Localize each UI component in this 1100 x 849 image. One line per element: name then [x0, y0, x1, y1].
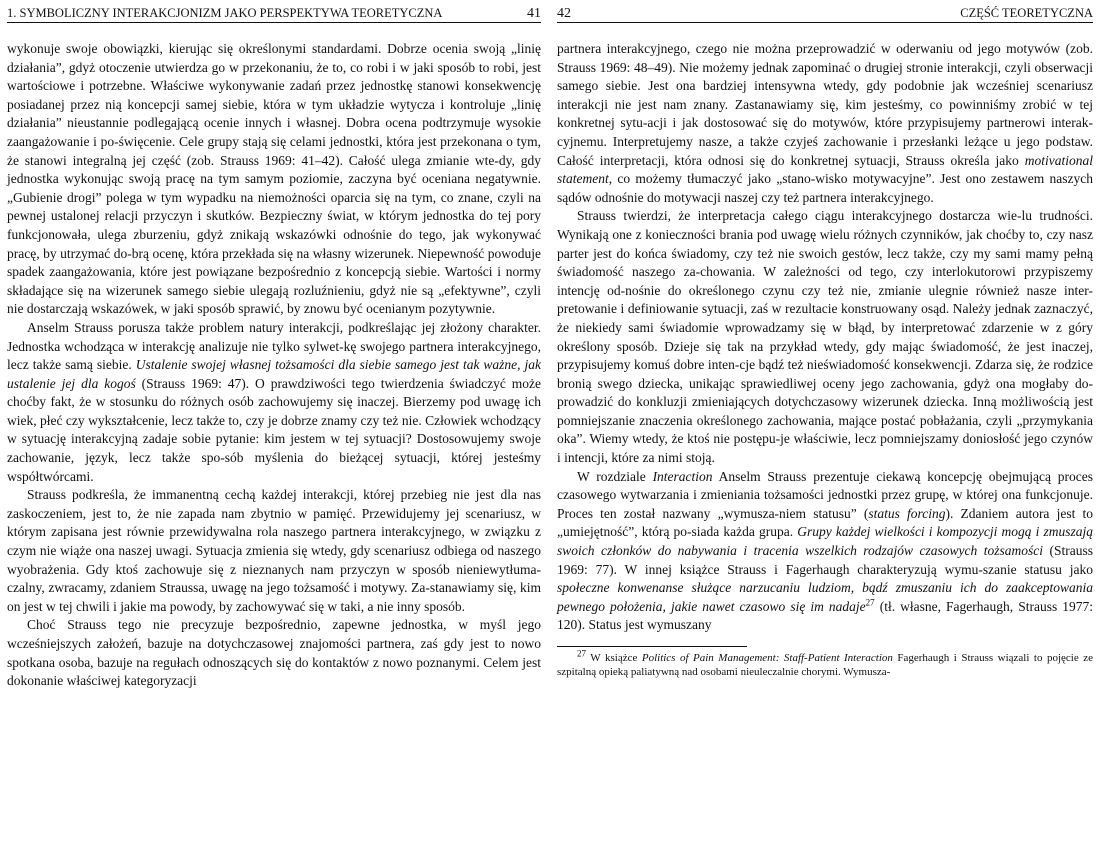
paragraph: Choć Strauss tego nie precyzuje bezpośrednio, zapewne jednostka, w myśl jego wcześniejszych założeń, bazuje na dotychczasowej znajomości partnera, zaś gdy jest to nowo spotkana osoba, bazuje na regułach odnoszących się do kontaktów z nowo poznanymi. Celem jest dokonanie właściwej kategoryzacji — [7, 617, 541, 689]
right-page-body — [557, 40, 1093, 635]
page-number-left: 41 — [527, 6, 541, 21]
paragraph: Strauss podkreśla, że immanentną cechą każdej interakcji, której przebieg nie jest dla nas zaskoczeniem, jest to, że nie zapada nam zbytnio w pamięć. Przewidujemy jej scenariusz, w którym zapisana jest równie przewidywalna rola naszego partnera interakcyjnego, w związku z czym nie wiąże ona naszej uwagi. Sytuacja zmienia się wtedy, gdy scenariusz odbiega od naszego wyobrażenia. Gdy ktoś zachowuje się z nieznanych nam przyczyn w sposób nieniewytłuma-czalny, zwracamy, zdaniem Straussa, uwagę na jego tożsamość i motywy. Za-stanawiamy się, kim on jest w tej chwili i jakie ma powody, by zachowywać się w taki, a nie inny sposób. — [7, 487, 541, 614]
footnote-rule — [557, 646, 747, 647]
italic-term: Interaction — [652, 468, 713, 484]
paragraph: Anselm Strauss porusza także problem natury interakcji, podkreślając jej złożony charakter. Jednostka wchodząca w interakcję analizuje nie tylko sylwet-kę swojego partnera interakcyjnego, lecz także samą siebie. Ustalenie swojej własnej tożsamości dla siebie samego jest tak ważne, jak ustalenie jej dla kogoś (Strauss 1969: 47). O prawdziwości tego twierdzenia świadczyć może choćby fakt, że w stosunku do różnych osób zachowujemy się inaczej. Bierzemy pod uwagę ich wiek, płeć czy wykształcenie, lecz także to, czy je dobrze znamy czy też nie. Człowiek wchodzący w sytuację interakcyjną zadaje sobie pytanie: kim jestem w tej sytuacji? Dostosowujemy swoje zachowanie, język, lecz także spo-sób myślenia do bieżącej sytuacji, której jesteśmy współtwórcami. — [7, 319, 542, 484]
footnote: $^{27}$ W książce Politics of Pain Management: Staff-Patient Interaction Fagerhaugh i Strauss wiązali to pojęcie ze szpitalną opieką paliatywną nad osobami nieuleczalnie chorymi. Wymusza- — [557, 648, 1093, 678]
right-page — [547, 0, 1100, 849]
part-title: CZĘŚĆ TEORETYCZNA — [960, 6, 1093, 20]
running-head-right — [557, 4, 1093, 22]
footnote-marker: 27 — [577, 648, 586, 659]
italic-term: motivational statement — [557, 152, 1093, 187]
italic-term: status forcing — [868, 505, 946, 521]
paragraph: W rozdziale Interaction Anselm Strauss prezentuje ciekawą koncepcję obejmującą proces czasowego wytwarzania i zmieniania tożsamości jednostki przez grupę, w której ona funkcjonuje. Proces ten został nazwany „wymusza-niem statusu” (status forcing). Zdaniem autora jest to „umiejętność”, którą po-siada każda grupa. Grupy każdej wielkości i kompozycji mogą i zmuszają swoich członków do nabywania i tracenia wszelkich rodzajów czasowych tożsamości (Strauss 1969: 77). W innej książce Strauss i Fagerhaugh charakteryzują wymu-szanie statusu jako społeczne konwenanse służące narzucaniu ludziom, bądź zmuszaniu ich do zaakceptowania pewnego położenia, jakie nawet czasowo się im nadaje$^{27}$ (tł. własne, Fagerhaugh, Strauss 1977: 120). Status jest wymuszany — [557, 468, 1093, 633]
italic-quote: Grupy każdej wielkości i kompozycji mogą i zmuszają swoich członków do nabywania i tracenia wszelkich rodzajów czasowych tożsamości — [557, 524, 1093, 559]
italic-quote: Ustalenie swojej własnej tożsamości dla siebie samego jest tak ważne, jak ustalenie jej dla kogoś — [7, 357, 542, 391]
page-number-right: 42 — [557, 6, 571, 21]
italic-quote: społeczne konwenanse służące narzucaniu ludziom, bądź zmuszaniu ich do zaakceptowania pewnego położenia, jakie nawet czasowo się im nadaje — [557, 580, 1093, 614]
footnote-reference: 27 — [865, 597, 875, 608]
header-rule-left — [7, 22, 541, 23]
paragraph: partnera interakcyjnego, czego nie można przeprowadzić w oderwaniu od jego motywów (zob. Strauss 1969: 48–49). Nie możemy jednak zapominać o drugiej stronie interakcji, czyli obserwacji samego siebie. Jest ona bardziej intensywna wtedy, gdy podobnie jak wcześniej scenariusz interakcji nie jest nam znany. Zastanawiamy się, kim jesteśmy, co powinniśmy zrobić w tej konkretnej sytu-acji i jak dostosować się do motywów, które przypisujemy partnerowi interak-cyjnemu. Interpretujemy nasze, a także czyjeś zachowanie i przesłanki leżące u jego podstaw. Całość interpretacji, która odnosi się do konkretnej sytuacji, Strauss określa jako motivational statement, co możemy tłumaczyć jako „stano-wisko motywacyjne”. Jest ono zestawem naszych sądów odnośnie do motywacji naszej czy też partnera interakcyjnego. — [557, 41, 1093, 205]
left-page — [0, 0, 547, 849]
running-head-left — [7, 4, 541, 22]
paragraph: wykonuje swoje obowiązki, kierując się określonymi standardami. Dobrze ocenia swoją „linię działania”, gdyż otoczenie utwierdza go w przekonaniu, że to, co robi i w jaki sposób to robi, jest wartościowe i potrzebne. Właściwe wykonywanie zadań przez jednostkę stanowi konsekwencję posiadanej przez nią koncepcji samej siebie, która w tym układzie wytycza i kontroluje „linię działania” nieustannie podlegającą ocenie innych i własnej. Dobra ocena podtrzymuje wysokie zaangażowanie i po-święcenie. Cele grupy stają się celami jednostki, która jest przekonana o tym, że stanowi integralną jej część (zob. Strauss 1969: 41–42). Całość ulega zmianie wte-dy, gdy jednostka wykonując swoją pracę na tym samym poziomie, zaczyna być oceniana negatywnie. „Gubienie drogi” polega w tym wypadku na niemożności oparcia się na tym, co znane, czyli na pewnej ustalonej relacji przyczyn i skutków. Bezpieczny świat, w którym jednostka do tej pory funkcjonowała, ulega zburzeniu, gdyż znikają wskazówki odnośnie do tego, jak wykonywać pracę, by utrzymać do-brą ocenę, która przekłada się na własny wizerunek. Niepewność powoduje spadek zaangażowania, które jest powiązane bezpośrednio z koncepcją siebie. Wartości i normy składające się na wizerunek samego siebie ulegają rozluźnieniu, gdyż nie są „efektywne”, czyli nie dostarczają wskazówek, w jaki sposób sprawić, by znowu być ocenianym pozytywnie. — [7, 41, 541, 317]
left-page-body — [7, 40, 541, 691]
paragraph: Strauss twierdzi, że interpretacja całego ciągu interakcyjnego dostarcza wie-lu trudności. Wynikają one z konieczności brania pod uwagę wielu różnych czynników, jak choćby to, czy nasz parter jest do końca świadomy, czy też nie swoich gestów, lecz także, czy my sami mamy pełną świadomość naszego za-chowania. W zależności od tego, czy interlokutorowi przypiszemy intencję od-nośnie do określonego czynu czy też nie, zmianie ulegnie również nasze inter-pretowanie i definiowanie sytuacji, zaś w rezultacie konstruowany osąd. Należy jednak zaznaczyć, że niekiedy sami świadomie wprowadzamy się w błąd, by interpretować zdarzenie w z góry określony sposób. Dzieje się tak na przykład wtedy, gdy mając świadomość, że jest inaczej, przypisujemy komuś dobre inten-cje bądź też nieświadomość konsekwencji. Zdarza się, że rodzice bronią swego dziecka, unikając sprawiedliwej oceny jego zachowania, gdyż ona mogłaby do-prowadzić do konkluzji zmieniających dotychczasowy wizerunek dziecka. Inną możliwością jest pomniejszanie znaczenia określonego zachowania, mające postać pobłażania, czyli „przymykania oka”. Wiemy wtedy, że ktoś nie postępu-je właściwie, lecz pomniejszamy doniosłość jego czynów i intencji, które za nimi stoją. — [557, 208, 1093, 466]
chapter-title: 1. SYMBOLICZNY INTERAKCJONIZM JAKO PERSPEKTYWA TEORETYCZNA — [7, 6, 443, 20]
header-rule-right — [557, 22, 1093, 23]
italic-book-title: Politics of Pain Management: Staff-Patient Interaction — [641, 652, 893, 664]
